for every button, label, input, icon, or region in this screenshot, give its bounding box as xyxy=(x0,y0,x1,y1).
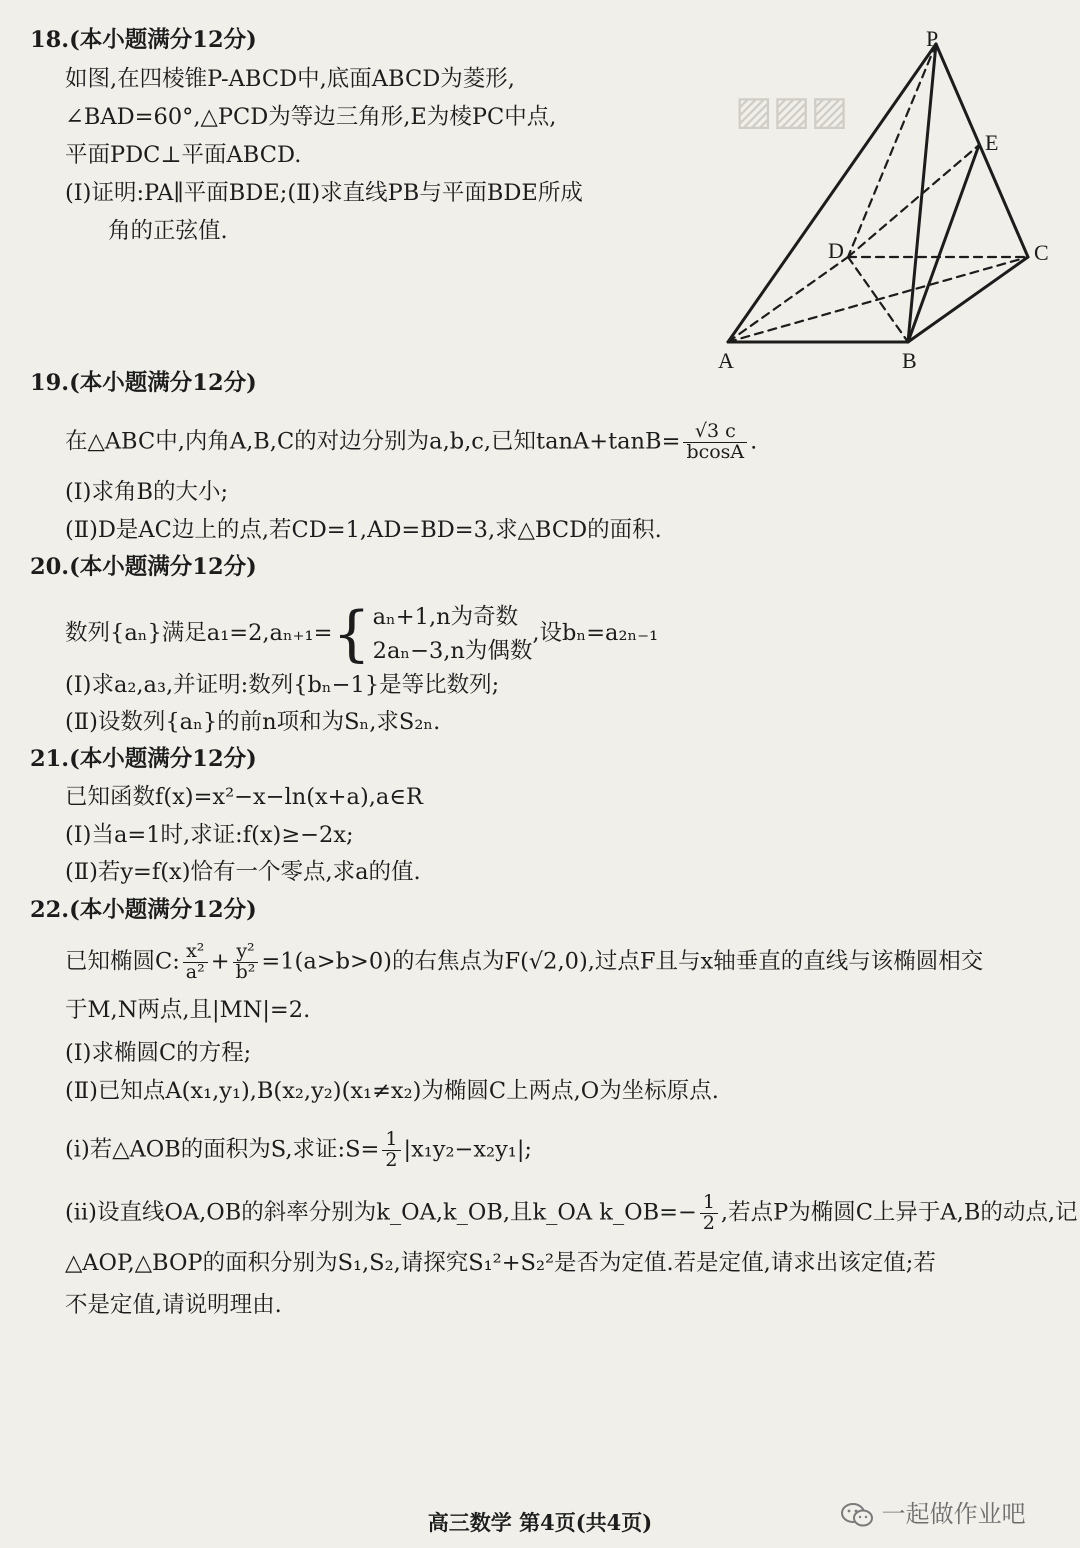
q20-line1-end: ,设bₙ=a₂ₙ₋₁ xyxy=(532,620,659,646)
q22-frac-y xyxy=(233,942,259,983)
q20-case1: aₙ+1,n为奇数 xyxy=(372,604,519,630)
label-E: E xyxy=(985,130,999,155)
edge-AC xyxy=(728,257,1028,342)
q19-line1 xyxy=(65,422,757,463)
q22-frac-half xyxy=(382,1130,400,1171)
q22-line1-text: 已知椭圆C: xyxy=(65,948,180,975)
wechat-icon xyxy=(840,1501,874,1529)
label-D: D xyxy=(828,238,844,263)
q22-frac-x-den: a² xyxy=(185,960,205,983)
q20-case2: 2aₙ−3,n为偶数 xyxy=(372,638,533,664)
q22-line7: △AOP,△BOP的面积分别为S₁,S₂,请探究S₁²+S₂²是否为定值.若是定值,请求出该定值;若 xyxy=(65,1250,936,1276)
q19-line1-end: . xyxy=(750,428,758,455)
bleed-through-mark: ▨▨▨ xyxy=(735,88,849,134)
watermark xyxy=(840,1494,1026,1529)
q22-header: 22.(本小题满分12分) xyxy=(30,897,257,923)
q21-header: 21.(本小题满分12分) xyxy=(30,746,257,772)
q19-line2: (Ⅰ)求角B的大小; xyxy=(65,479,229,505)
q22-line6 xyxy=(65,1193,1078,1234)
q22-line1-end: =1(a>b>0)的右焦点为F(√2,0),过点F且与x轴垂直的直线与该椭圆相交 xyxy=(261,948,984,975)
q21-line2: (Ⅰ)当a=1时,求证:f(x)≥−2x; xyxy=(65,822,354,848)
q21-line3: (Ⅱ)若y=f(x)恰有一个零点,求a的值. xyxy=(65,859,421,885)
q22-line6-end: ,若点P为椭圆C上异于A,B的动点,记 xyxy=(720,1199,1078,1226)
q18-line3: 平面PDC⊥平面ABCD. xyxy=(65,142,302,168)
label-B: B xyxy=(902,348,917,373)
q22-frac-slope xyxy=(700,1193,718,1234)
watermark-text: 一起做作业吧 xyxy=(881,1500,1026,1528)
edge-AD xyxy=(728,257,848,342)
q22-line3: (Ⅰ)求椭圆C的方程; xyxy=(65,1040,252,1066)
q18-header: 18.(本小题满分12分) xyxy=(30,27,257,53)
q22-frac-half-num: 1 xyxy=(382,1130,400,1151)
q18-line5: 角的正弦值. xyxy=(108,218,228,244)
q22-line6-text: (ⅱ)设直线OA,OB的斜率分别为k_OA,k_OB,且k_OA k_OB=− xyxy=(65,1199,697,1226)
q19-header: 19.(本小题满分12分) xyxy=(30,370,257,396)
q22-line1 xyxy=(65,942,983,983)
q22-frac-y-num: y² xyxy=(233,942,259,963)
q20-cases xyxy=(373,600,533,668)
brace-symbol: { xyxy=(332,599,371,669)
q19-fraction xyxy=(683,422,747,463)
q20-line1 xyxy=(65,598,658,668)
q20-line2: (Ⅰ)求a₂,a₃,并证明:数列{bₙ−1}是等比数列; xyxy=(65,672,500,698)
q22-frac-slope-den: 2 xyxy=(702,1211,715,1234)
q20-line1-text: 数列{aₙ}满足a₁=2,aₙ₊₁= xyxy=(65,620,333,646)
q18-line1: 如图,在四棱锥P-ABCD中,底面ABCD为菱形, xyxy=(65,66,515,92)
q19-frac-den: bcosA xyxy=(686,440,745,463)
q22-line5-end: |x₁y₂−x₂y₁|; xyxy=(403,1136,532,1163)
q22-line8: 不是定值,请说明理由. xyxy=(65,1292,282,1318)
label-A: A xyxy=(718,348,734,373)
pyramid-figure xyxy=(708,30,1068,375)
q20-line3: (Ⅱ)设数列{aₙ}的前n项和为Sₙ,求S₂ₙ. xyxy=(65,709,441,735)
q22-frac-y-den: b² xyxy=(235,960,256,983)
q22-frac-half-den: 2 xyxy=(385,1148,398,1171)
q21-line1: 已知函数f(x)=x²−x−ln(x+a),a∈R xyxy=(65,784,423,810)
q22-frac-slope-num: 1 xyxy=(700,1193,718,1214)
q22-frac-x-num: x² xyxy=(183,942,208,963)
q22-frac-x xyxy=(183,942,208,983)
q19-frac-num: √3 c xyxy=(683,422,747,443)
q22-line4: (Ⅱ)已知点A(x₁,y₁),B(x₂,y₂)(x₁≠x₂)为椭圆C上两点,O为坐标原点. xyxy=(65,1078,719,1104)
q22-plus: + xyxy=(210,948,230,975)
q22-line5 xyxy=(65,1130,532,1171)
q22-line5-text: (ⅰ)若△AOB的面积为S,求证:S= xyxy=(65,1136,380,1163)
edge-BC xyxy=(908,257,1028,342)
label-P: P xyxy=(926,30,939,51)
q22-line2: 于M,N两点,且|MN|=2. xyxy=(65,997,311,1023)
q18-line4: (Ⅰ)证明:PA∥平面BDE;(Ⅱ)求直线PB与平面BDE所成 xyxy=(65,180,583,206)
q18-line2: ∠BAD=60°,△PCD为等边三角形,E为棱PC中点, xyxy=(65,104,557,130)
label-C: C xyxy=(1034,240,1049,265)
edge-PA xyxy=(728,44,936,342)
page-footer: 高三数学 第4页(共4页) xyxy=(427,1510,653,1535)
q19-line3: (Ⅱ)D是AC边上的点,若CD=1,AD=BD=3,求△BCD的面积. xyxy=(65,517,662,543)
q19-line1-text: 在△ABC中,内角A,B,C的对边分别为a,b,c,已知tanA+tanB= xyxy=(65,428,681,455)
q20-header: 20.(本小题满分12分) xyxy=(30,554,257,580)
